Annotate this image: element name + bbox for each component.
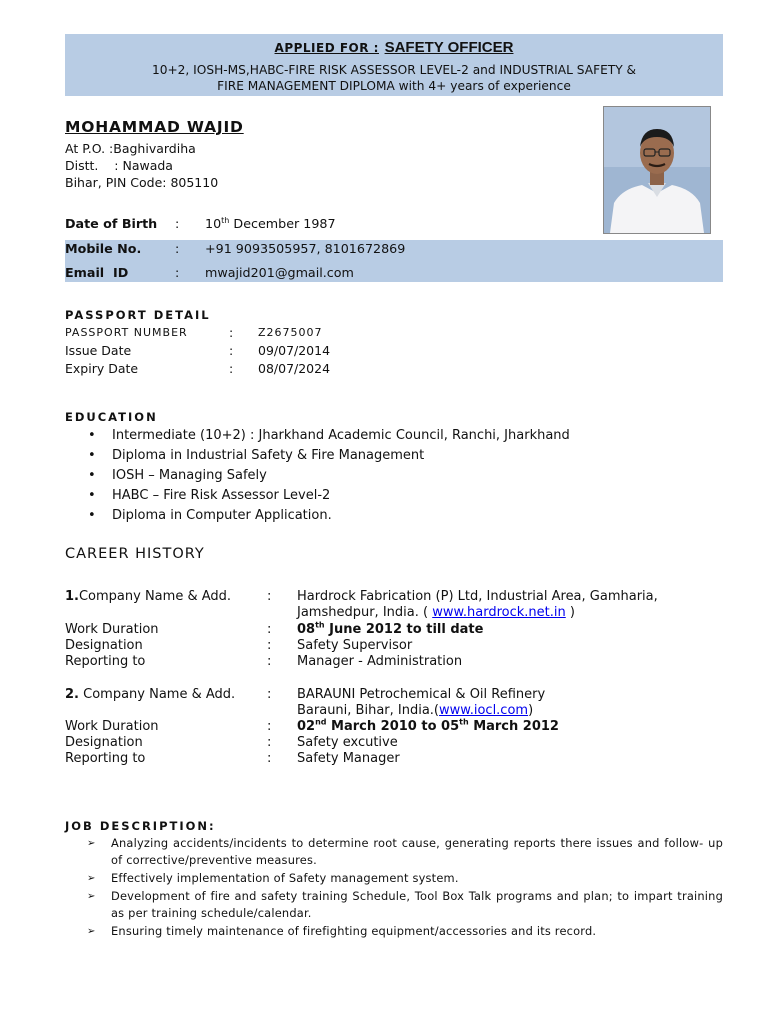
career-section-title: CAREER HISTORY bbox=[65, 546, 205, 562]
applied-for-heading bbox=[65, 37, 723, 56]
arrow-bullet-icon: ➢ bbox=[87, 926, 96, 937]
dob-separator: : bbox=[175, 216, 180, 231]
job-1-reporting-value: Manager - Administration bbox=[297, 654, 463, 669]
bullet-icon: • bbox=[88, 468, 96, 483]
job-2-reporting-separator: : bbox=[267, 751, 272, 766]
address-line-3: Bihar, PIN Code: 805110 bbox=[65, 175, 219, 190]
job-1-designation-separator: : bbox=[267, 638, 272, 653]
list-item bbox=[87, 835, 723, 869]
mobile-row bbox=[0, 238, 768, 260]
job-1-duration-value bbox=[297, 622, 483, 638]
dob-value bbox=[205, 213, 336, 235]
education-item-text: Diploma in Computer Application. bbox=[112, 508, 332, 523]
job-1-company-line-1: Hardrock Fabrication (P) Ltd, Industrial Area, Gamharia, bbox=[297, 589, 658, 604]
expiry-date-value: 08/07/2024 bbox=[258, 361, 331, 376]
job-2-duration-end: March 2012 bbox=[473, 719, 559, 734]
candidate-name: MOHAMMAD WAJID bbox=[65, 118, 244, 136]
email-value[interactable]: mwajid201@gmail.com bbox=[205, 265, 354, 280]
dob-month-year: December 1987 bbox=[233, 216, 336, 231]
list-item bbox=[87, 888, 723, 922]
job-2-duration-value bbox=[297, 719, 559, 735]
qualification-line-1: 10+2, IOSH-MS,HABC-FIRE RISK ASSESSOR LEVEL-2 and INDUSTRIAL SAFETY & bbox=[151, 63, 637, 77]
job-2-start-suffix: nd bbox=[315, 717, 327, 727]
job-2-duration-label: Work Duration bbox=[65, 719, 159, 734]
job-1-start-suffix: th bbox=[315, 620, 325, 630]
job-2-company-separator: : bbox=[267, 687, 272, 702]
job-2-designation-value: Safety excutive bbox=[297, 735, 398, 750]
job-1-number: 1. bbox=[65, 589, 79, 604]
bullet-icon: • bbox=[88, 508, 96, 523]
passport-number-label: PASSPORT NUMBER bbox=[65, 326, 188, 339]
job-1-company-line-2 bbox=[297, 605, 575, 621]
dob-label: Date of Birth bbox=[65, 216, 158, 231]
candidate-address bbox=[65, 140, 218, 191]
job-2-link-close: ) bbox=[528, 703, 534, 718]
job-description-text: Effectively implementation of Safety management system. bbox=[111, 871, 459, 885]
arrow-bullet-icon: ➢ bbox=[87, 838, 96, 849]
passport-section-title: PASSPORT DETAIL bbox=[65, 308, 211, 322]
job-2-duration-separator: : bbox=[267, 719, 272, 734]
address-line-2: Distt. : Nawada bbox=[65, 158, 173, 173]
list-item bbox=[87, 870, 723, 887]
job-2-reporting-label: Reporting to bbox=[65, 751, 146, 766]
job-description-text: Development of fire and safety training Schedule, Tool Box Talk programs and plan; to impart training as per training schedule/calendar. bbox=[111, 889, 723, 920]
job-1-company-link[interactable]: www.hardrock.net.in bbox=[432, 605, 566, 620]
qualification-line-2: FIRE MANAGEMENT DIPLOMA with 4+ years of experience bbox=[217, 79, 571, 93]
job-1-company-separator: : bbox=[267, 589, 272, 604]
dob-day-suffix: th bbox=[221, 215, 230, 225]
mobile-value: +91 9093505957, 8101672869 bbox=[205, 241, 406, 256]
list-item bbox=[87, 923, 723, 940]
company-label-text: Company Name & Add. bbox=[83, 687, 236, 702]
job-2-company-line-1: BARAUNI Petrochemical & Oil Refinery bbox=[297, 687, 546, 702]
company-label-text: Company Name & Add. bbox=[78, 589, 232, 604]
job-1-reporting-separator: : bbox=[267, 654, 272, 669]
job-2-location: Barauni, Bihar, India.( bbox=[297, 703, 440, 718]
education-item-text: Diploma in Industrial Safety & Fire Management bbox=[112, 448, 425, 463]
address-line-1: At P.O. :Baghivardiha bbox=[65, 141, 196, 156]
arrow-bullet-icon: ➢ bbox=[87, 891, 96, 902]
job-description-text: Analyzing accidents/incidents to determine root cause, generating reports there issues and follow- up of corrective/preventive measures. bbox=[111, 836, 723, 867]
bullet-icon: • bbox=[88, 488, 96, 503]
job-2-end-suffix: th bbox=[459, 717, 469, 727]
job-2-designation-separator: : bbox=[267, 735, 272, 750]
expiry-date-separator: : bbox=[229, 361, 234, 376]
bullet-icon: • bbox=[88, 428, 96, 443]
education-item-text: HABC – Fire Risk Assessor Level-2 bbox=[112, 488, 331, 503]
education-item-text: IOSH – Managing Safely bbox=[112, 468, 267, 483]
job-2-designation-label: Designation bbox=[65, 735, 143, 750]
position-title: SAFETY OFFICER bbox=[384, 39, 514, 56]
job-2-company-line-2 bbox=[297, 703, 533, 719]
job-1-start-day: 08 bbox=[297, 622, 316, 637]
dob-day: 10 bbox=[205, 216, 222, 231]
dob-row bbox=[0, 213, 768, 235]
qualification-summary bbox=[65, 62, 723, 94]
applied-for-label: APPLIED FOR : bbox=[274, 41, 379, 55]
job-1-reporting-label: Reporting to bbox=[65, 654, 146, 669]
mobile-label: Mobile No. bbox=[65, 241, 142, 256]
job-1-company-label bbox=[65, 589, 231, 605]
job-2-reporting-value: Safety Manager bbox=[297, 751, 400, 766]
job-1-duration-label: Work Duration bbox=[65, 622, 159, 637]
email-row bbox=[0, 262, 768, 284]
job-description-title: JOB DESCRIPTION: bbox=[65, 819, 216, 833]
issue-date-separator: : bbox=[229, 343, 234, 358]
expiry-date-label: Expiry Date bbox=[65, 361, 139, 376]
education-item-text: Intermediate (10+2) : Jharkhand Academic Council, Ranchi, Jharkhand bbox=[112, 428, 570, 443]
job-2-company-link[interactable]: www.iocl.com bbox=[439, 703, 529, 718]
job-1-designation-value: Safety Supervisor bbox=[297, 638, 413, 653]
arrow-bullet-icon: ➢ bbox=[87, 873, 96, 884]
mobile-separator: : bbox=[175, 241, 180, 256]
issue-date-label: Issue Date bbox=[65, 343, 132, 358]
job-1-duration-separator: : bbox=[267, 622, 272, 637]
job-1-duration-text: June 2012 to till date bbox=[329, 622, 484, 637]
passport-number-value: Z2675007 bbox=[258, 326, 323, 339]
job-1-location: Jamshedpur, India. ( bbox=[297, 605, 433, 620]
job-description-text: Ensuring timely maintenance of firefighting equipment/accessories and its record. bbox=[111, 924, 597, 938]
education-section-title: EDUCATION bbox=[65, 410, 158, 424]
issue-date-value: 09/07/2014 bbox=[258, 343, 331, 358]
bullet-icon: • bbox=[88, 448, 96, 463]
email-label: Email ID bbox=[65, 265, 129, 280]
job-2-start-day: 02 bbox=[297, 719, 316, 734]
job-2-number: 2. bbox=[65, 687, 79, 702]
job-1-designation-label: Designation bbox=[65, 638, 143, 653]
job-1-link-close: ) bbox=[565, 605, 575, 620]
job-2-duration-mid: March 2010 to 05 bbox=[331, 719, 460, 734]
passport-number-separator: : bbox=[229, 325, 234, 340]
job-2-company-label bbox=[65, 687, 235, 703]
email-separator: : bbox=[175, 265, 180, 280]
